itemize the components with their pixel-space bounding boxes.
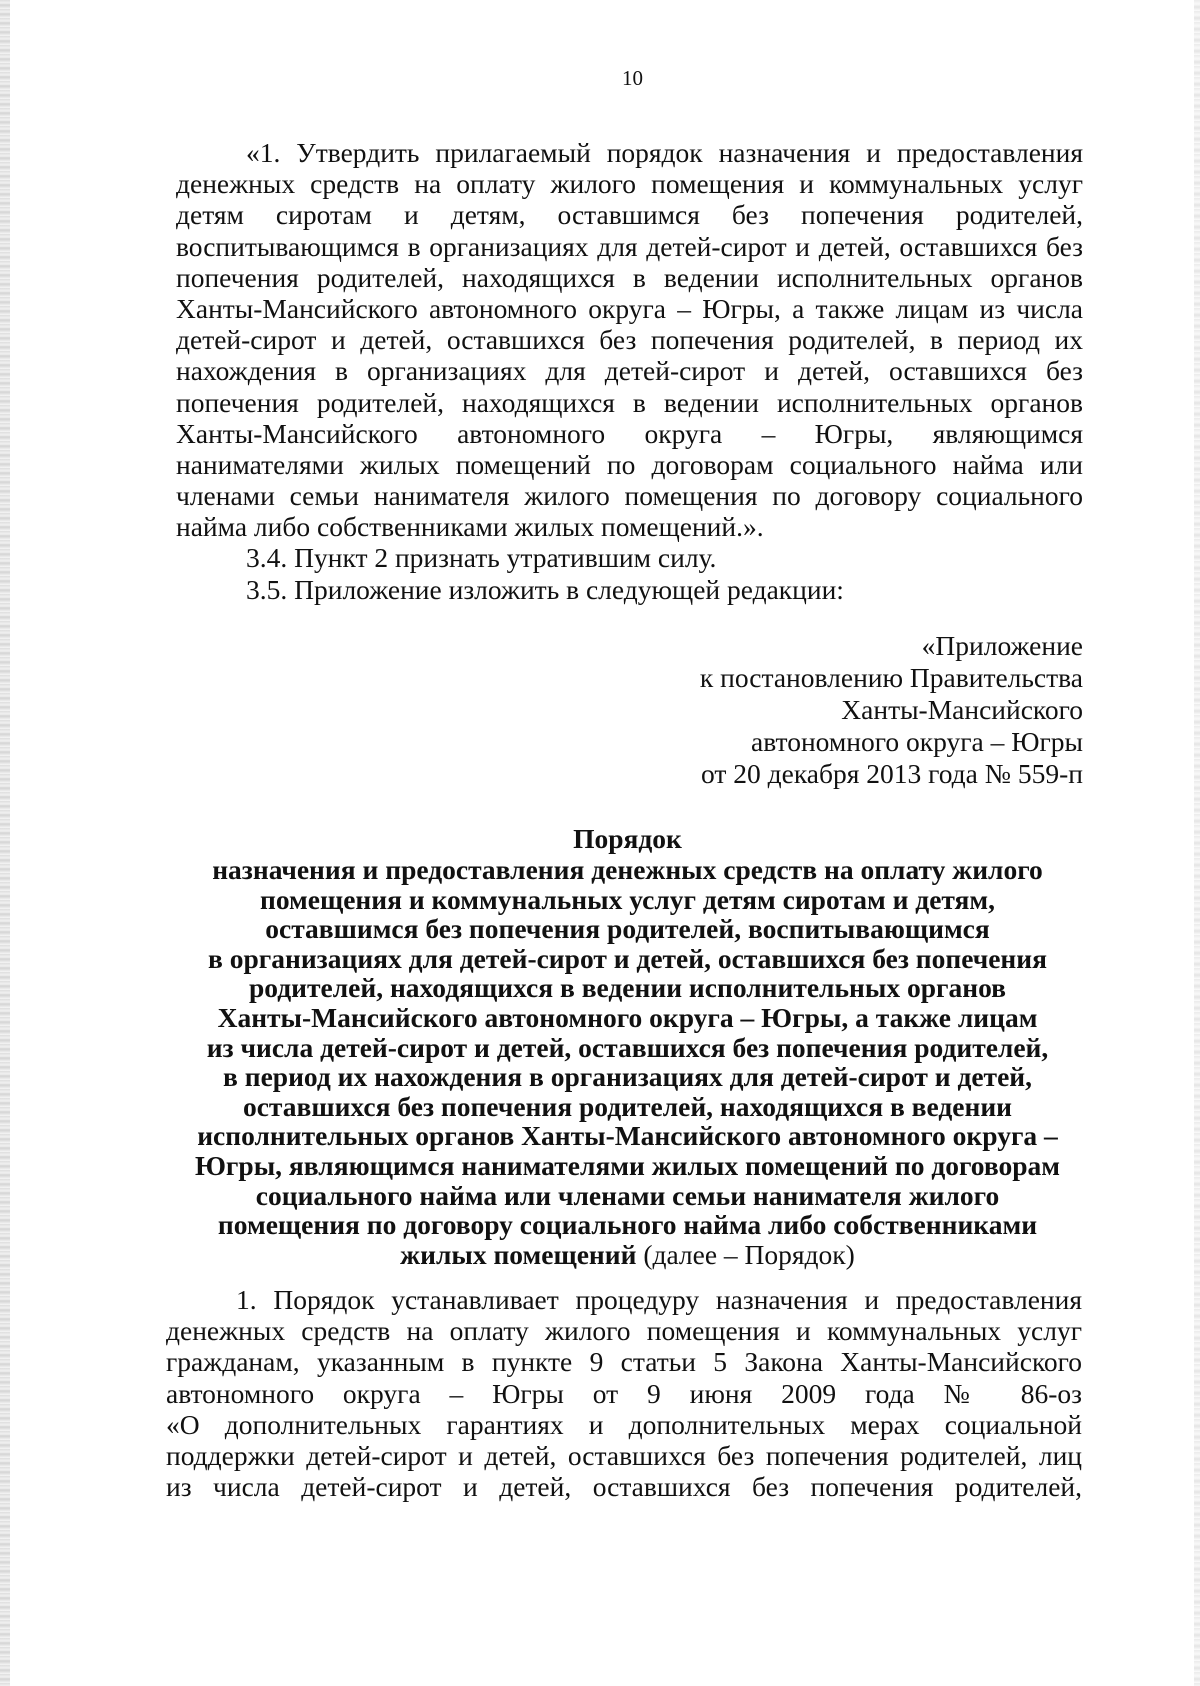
title-line: помещения и коммунальных услуг детям сиротам и детям, [259, 883, 996, 915]
title-line: родителей, находящихся в ведении исполнительных органов [249, 972, 1006, 1004]
annex-line: «Приложение [921, 630, 1083, 661]
intro-line: Ханты-Мансийского автономного округа – Югры, а также лицам из числа [176, 292, 1083, 324]
annex-line: Ханты-Мансийского [841, 694, 1083, 725]
scan-edge-right [1194, 0, 1200, 1686]
section1-line: «О дополнительных гарантиях и дополнительных мерах социальной [166, 1408, 1082, 1440]
title-line: оставшимся без попечения родителей, воспитывающимся [265, 913, 990, 945]
annex-line: от 20 декабря 2013 года № 559-п [700, 758, 1083, 789]
scan-edge-left [0, 0, 10, 1686]
section1-line: гражданам, указанным в пункте 9 статьи 5 Закона Ханты-Мансийского [166, 1346, 1082, 1378]
section1-line: автономного округа – Югры от 9 июня 2009 года № 86-оз [166, 1377, 1082, 1409]
intro-line: попечения родителей, находящихся в ведении исполнительных органов [176, 261, 1083, 293]
intro-line: «1. Утвердить прилагаемый порядок назначения и предоставления [246, 137, 1083, 168]
title-line: Югры, являющимся нанимателями жилых помещений по договорам [194, 1149, 1061, 1181]
section1-line: из числа детей-сирот и детей, оставшихся без попечения родителей, [166, 1471, 1082, 1503]
title-line: в организациях для детей-сирот и детей, оставшихся без попечения [207, 942, 1048, 974]
section1-line: 1. Порядок устанавливает процедуру назначения и предоставления [236, 1284, 1082, 1315]
section1-line: денежных средств на оплату жилого помещения и коммунальных услуг [166, 1315, 1082, 1347]
title-line: помещения по договору социального найма либо собственниками [217, 1209, 1038, 1241]
intro-line: найма либо собственниками жилых помещений.». [176, 511, 764, 543]
intro-line: членами семьи нанимателя жилого помещения по договору социального [176, 480, 1083, 512]
item-3-4: 3.4. Пункт 2 признать утратившим силу. [246, 542, 717, 574]
intro-line: воспитывающимся в организациях для детей-сирот и детей, оставшихся без [176, 230, 1083, 262]
page-number: 10 [622, 66, 643, 90]
intro-line: попечения родителей, находящихся в ведении исполнительных органов [176, 386, 1083, 418]
annex-line: автономного округа – Югры [751, 726, 1083, 757]
title-line: в период их нахождения в организациях для детей-сирот и детей, [223, 1061, 1032, 1093]
title-line: из числа детей-сирот и детей, оставшихся без попечения родителей, [206, 1031, 1049, 1063]
document-title [170, 822, 1085, 1269]
intro-line: нанимателями жилых помещений по договорам социального найма или [176, 448, 1083, 480]
title-line: исполнительных органов Ханты-Мансийского автономного округа – [197, 1120, 1058, 1152]
title-heading: Порядок [573, 823, 682, 854]
title-line: назначения и предоставления денежных средств на оплату жилого [212, 854, 1043, 885]
annex-header [640, 630, 1083, 790]
intro-line: Ханты-Мансийского автономного округа – Югры, являющимся [176, 417, 1083, 449]
title-last-normal: (далее – Порядок) [636, 1238, 855, 1270]
intro-line: денежных средств на оплату жилого помещения и коммунальных услуг [176, 168, 1083, 200]
title-last-bold: жилых помещений [400, 1238, 637, 1270]
section-1-paragraph [166, 1284, 1082, 1502]
title-line: социального найма или членами семьи нанимателя жилого [255, 1179, 1000, 1211]
title-last-line [170, 1240, 1085, 1270]
intro-line: детям сиротам и детям, оставшимся без попечения родителей, [176, 199, 1083, 231]
intro-line: нахождения в организациях для детей-сирот и детей, оставшихся без [176, 355, 1083, 387]
section1-line: поддержки детей-сирот и детей, оставшихся без попечения родителей, лиц [166, 1439, 1082, 1471]
title-line: оставшихся без попечения родителей, находящихся в ведении [242, 1090, 1013, 1122]
intro-line: детей-сирот и детей, оставшихся без попечения родителей, в период их [176, 324, 1083, 356]
annex-line: к постановлению Правительства [699, 662, 1083, 693]
intro-paragraph [176, 137, 1083, 605]
title-line: Ханты-Мансийского автономного округа – Югры, а также лицам [217, 1001, 1038, 1033]
item-3-5: 3.5. Приложение изложить в следующей редакции: [246, 573, 844, 605]
